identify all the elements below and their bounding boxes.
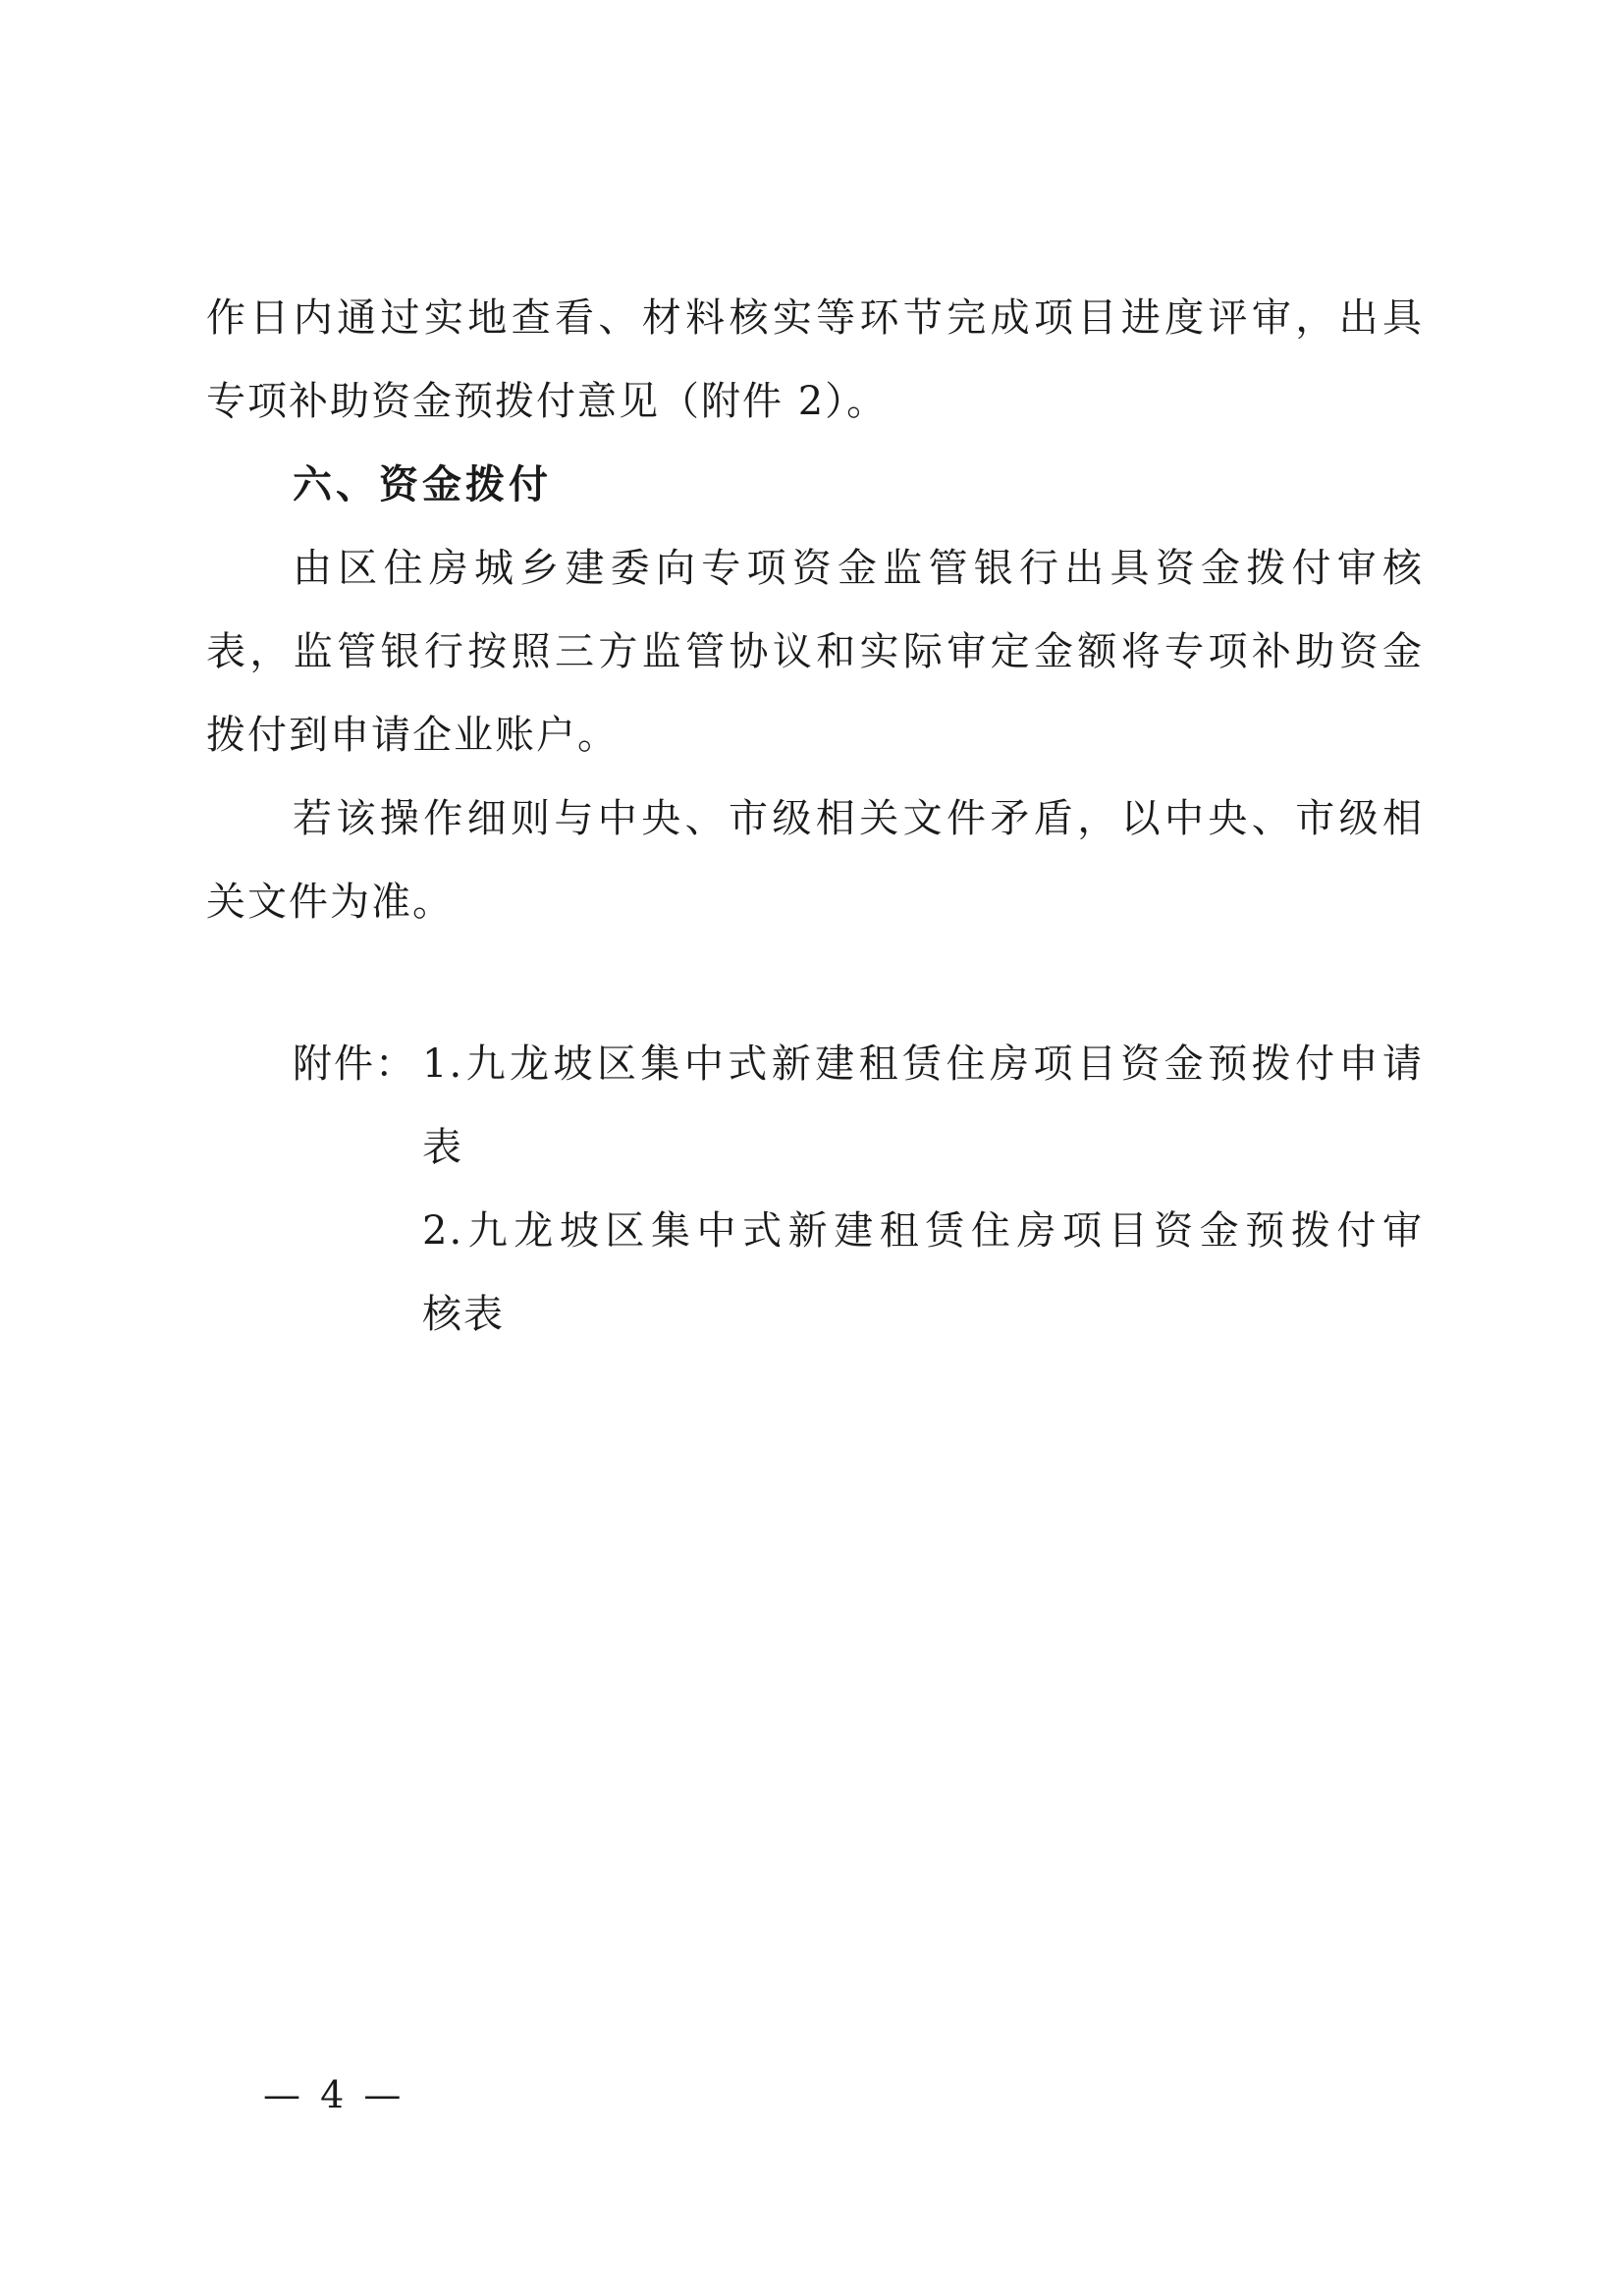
attachment-item-1-line: 1.九龙坡区集中式新建租赁住房项目资金预拨付申请 (422, 1041, 1424, 1087)
paragraph-line: 拨付到申请企业账户。 (206, 713, 619, 758)
paragraph-line: 关文件为准。 (206, 880, 454, 925)
paragraph-line: 由区住房城乡建委向专项资金监管银行出具资金拨付审核 (293, 546, 1424, 591)
attachment-item-2-line: 2.九龙坡区集中式新建租赁住房项目资金预拨付审 (422, 1208, 1424, 1254)
paragraph-line: 表，监管银行按照三方监管协议和实际审定金额将专项补助资金 (206, 629, 1424, 674)
attachments-label: 附件： (293, 1041, 416, 1087)
attachment-item-1-line: 表 (422, 1125, 463, 1170)
paragraph-line: 若该操作细则与中央、市级相关文件矛盾，以中央、市级相 (293, 796, 1424, 841)
paragraph-line: 作日内通过实地查看、材料核实等环节完成项目进度评审，出具 (206, 295, 1424, 341)
page-number: — 4 — (263, 2073, 406, 2116)
paragraph-line: 专项补助资金预拨付意见（附件 2）。 (206, 379, 889, 424)
section-heading: 六、资金拨付 (293, 462, 552, 507)
attachment-item-2-line: 核表 (422, 1292, 505, 1337)
